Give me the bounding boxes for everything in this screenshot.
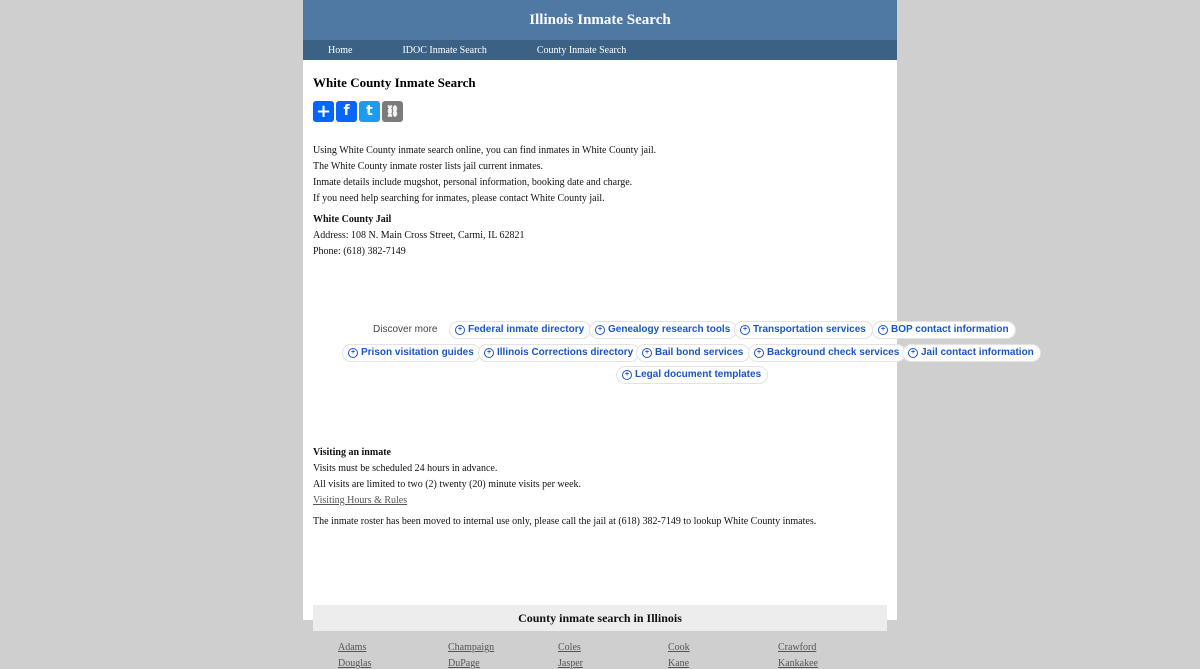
copy-link-icon[interactable]: ⛓ [382, 101, 403, 122]
plus-circle-icon: + [878, 325, 888, 335]
page-title: White County Inmate Search [313, 75, 476, 90]
add-icon[interactable]: + [313, 101, 334, 122]
chip-background-check-services[interactable] [748, 344, 906, 362]
chip-label: Jail contact information [921, 347, 1034, 358]
chip-bail-bond-services[interactable] [636, 344, 750, 362]
chip-label: Genealogy research tools [608, 324, 731, 335]
plus-circle-icon: + [455, 325, 465, 335]
nav-home[interactable]: Home [328, 44, 353, 56]
intro-text [313, 143, 656, 207]
jail-phone: Phone: (618) 382-7149 [313, 246, 406, 257]
county-section-heading: County inmate search in Illinois [313, 605, 887, 631]
chip-label: Legal document templates [635, 369, 762, 380]
jail-address: Address: 108 N. Main Cross Street, Carmi, IL 62821 [313, 230, 525, 241]
visiting-hours-link[interactable]: Visiting Hours & Rules [313, 495, 408, 506]
intro-line: Inmate details include mugshot, personal information, booking date and charge. [313, 177, 633, 188]
chip-label: BOP contact information [891, 324, 1009, 335]
roster-notice: The inmate roster has been moved to internal use only, please call the jail at (618) 382-7149 to lookup White County inmates. [313, 516, 817, 527]
share-buttons [313, 101, 403, 122]
plus-circle-icon: + [348, 348, 358, 358]
plus-circle-icon: + [484, 348, 494, 358]
nav-county-inmate-search[interactable]: County Inmate Search [536, 44, 627, 56]
visiting-section [313, 445, 581, 509]
nav-idoc-inmate-search[interactable]: IDOC Inmate Search [402, 44, 487, 56]
intro-line: If you need help searching for inmates, please contact White County jail. [313, 193, 605, 204]
chip-transportation-services[interactable] [734, 321, 873, 339]
county-link-dupage[interactable]: DuPage [448, 658, 480, 669]
county-link-crawford[interactable]: Crawford [778, 642, 817, 653]
plus-circle-icon: + [622, 370, 632, 380]
county-link-kankakee[interactable]: Kankakee [778, 658, 818, 669]
intro-line: Using White County inmate search online, you can find inmates in White County jail. [313, 145, 657, 156]
discover-more-label: Discover more [373, 324, 438, 335]
top-nav [303, 40, 897, 60]
twitter-icon[interactable]: t [359, 101, 380, 122]
county-link-jasper[interactable]: Jasper [558, 658, 583, 669]
plus-circle-icon: + [908, 348, 918, 358]
chip-label: Transportation services [753, 324, 866, 335]
intro-line: The White County inmate roster lists jail current inmates. [313, 161, 544, 172]
visiting-line: Visits must be scheduled 24 hours in advance. [313, 463, 498, 474]
plus-circle-icon: + [740, 325, 750, 335]
jail-info [313, 212, 525, 260]
plus-circle-icon: + [754, 348, 764, 358]
jail-name: White County Jail [313, 214, 392, 225]
county-link-adams[interactable]: Adams [338, 642, 367, 653]
chip-illinois-corrections-directory[interactable] [478, 344, 640, 362]
chip-label: Illinois Corrections directory [497, 347, 634, 358]
facebook-icon[interactable]: f [336, 101, 357, 122]
chip-genealogy-research-tools[interactable] [589, 321, 737, 339]
county-link-champaign[interactable]: Champaign [448, 642, 495, 653]
discover-more [0, 260, 1200, 380]
visiting-heading: Visiting an inmate [313, 447, 391, 458]
chip-label: Bail bond services [655, 347, 744, 358]
county-link-douglas[interactable]: Douglas [338, 658, 372, 669]
chip-label: Background check services [767, 347, 900, 358]
chip-federal-inmate-directory[interactable] [449, 321, 591, 339]
chip-prison-visitation-guides[interactable] [342, 344, 481, 362]
chip-legal-document-templates[interactable] [616, 366, 768, 384]
visiting-line: All visits are limited to two (2) twenty (20) minute visits per week. [313, 479, 582, 490]
county-links [338, 642, 888, 669]
county-link-cook[interactable]: Cook [668, 642, 690, 653]
chip-label: Prison visitation guides [361, 347, 474, 358]
site-header [303, 0, 897, 40]
county-link-coles[interactable]: Coles [558, 642, 581, 653]
county-link-kane[interactable]: Kane [668, 658, 690, 669]
chip-jail-contact-information[interactable] [902, 344, 1041, 362]
plus-circle-icon: + [595, 325, 605, 335]
plus-circle-icon: + [642, 348, 652, 358]
chip-label: Federal inmate directory [468, 324, 585, 335]
chip-bop-contact-information[interactable] [872, 321, 1016, 339]
site-title[interactable]: Illinois Inmate Search [529, 12, 671, 28]
